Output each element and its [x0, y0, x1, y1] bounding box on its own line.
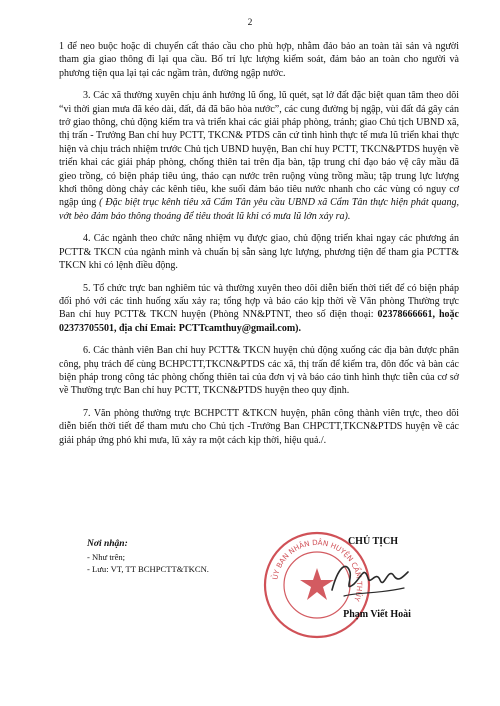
seal-text: ỦY BAN NHÂN DÂN HUYỆN CẨM THỦY	[270, 537, 365, 603]
paragraph-6: 6. Các thành viên Ban chỉ huy PCTT& TKCN huyện chủ động xuống các địa bàn được phân công, phụ trách để cùng BCHPCTT,TKCN&PTDS các xã, thị trấn để kiểm tra, đôn đốc và bàn các biện pháp trong công tác phòng chống thiên tai của đơn vị và báo cáo tình hình thực tiễn của cơ sở về Thường trực Ban chỉ huy PCTT, TKCN&PTDS huyện theo quy định.	[59, 345, 459, 397]
signer-title: CHỦ TỊCH	[347, 536, 399, 547]
paragraph-5-text: 5. Tổ chức trực ban nghiêm túc và thường xuyên theo dõi diễn biến thời tiết để có biện pháp đối phó với các tình huống xấu xảy ra; tổng hợp và báo cáo kịp thời về Văn phòng Thường trực Ban chỉ huy PCTT& TKCN huyện (Phòng NN&PTNT, theo số điện thoại:	[59, 282, 459, 321]
paragraph-3-italic-note: ( Đặc biệt trục kênh tiêu xã Cẩm Tân yêu cầu UBND xã Cẩm Tân thực hiện phát quang, vớt bèo đảm bảo thông thoáng để tiêu thoát lũ khi có mưa lũ lớn xảy ra).	[59, 197, 459, 222]
paragraph-5	[59, 282, 459, 336]
page-number: 2	[247, 18, 253, 28]
recipient-line: - Lưu: VT, TT BCHPCTT&TKCN.	[87, 564, 209, 574]
paragraph-continuation: 1 để neo buộc hoặc di chuyển cất tháo cầu cho phù hợp, nhằm đảo bảo an toàn tài sản và người tham gia giao thông đi lại qua cầu. Bố trí lực lượng kiểm soát, đảm bảo an toàn cho người và phương tiện qua lại tại các ngầm tràn, đường ngập nước.	[59, 41, 459, 79]
signer-name: Phạm Viết Hoài	[343, 609, 411, 620]
recipient-line: - Như trên;	[87, 552, 126, 562]
paragraph-3-text: 3. Các xã thường xuyên chịu ảnh hưởng lũ ống, lũ quét, sạt lở đất đặc biệt quan tâm theo dõi “vì thời gian mưa đã kéo dài, đất, đá đã bão hòa nước”, các cung đường bị ngập, vùi đất đá gây cản trở giao thông, chủ động kiểm tra và triển khai các giải pháp phòng, tránh; giao Chủ tịch UBND xã, thị trấn - Trưởng Ban chỉ huy PCTT, TKCN& PTDS căn cứ tình hình thực tế mưa lũ triển khai thực hiện và chịu trách nhiệm trước Chủ tịch UBND huyện, Ban chỉ huy PCTT, TKCN&PTDS huyện về triển khai các giải pháp phòng, chống thiên tai trên địa bàn, tập trung chỉ đạo bảo vệ cây mầu đã gieo trồng, có biện pháp tiêu úng, tháo cạn nước trên ruộng vùng trồng mầu; tập trung lực lượng khơi thông dòng chảy các kênh tiêu, khe suối đảm bảo tiêu nước nhanh cho các vùng có nguy cơ ngập úng	[59, 90, 459, 209]
paragraph-7: 7. Văn phòng thường trực BCHPCTT &TKCN huyện, phân công thành viên trực, theo dõi diễn biến thời tiết để tham mưu cho Chủ tịch -Trưởng Ban CHPCTT,TKCN&PTDS huyện về các giải pháp ứng phó khi mưa, lũ xảy ra một cách kịp thời, hiệu quả./.	[59, 407, 459, 446]
recipients-block	[87, 538, 257, 575]
recipients-title: Nơi nhận:	[87, 539, 128, 549]
signature-block	[262, 528, 462, 628]
document-body	[59, 40, 459, 456]
paragraph-3	[59, 89, 459, 223]
contact-info: 02378666661, hoặc 02373705501, địa chỉ Emai: PCTTcamthuy@gmail.com).	[59, 309, 459, 334]
paragraph-4: 4. Các ngành theo chức năng nhiệm vụ được giao, chủ động triển khai ngay các phương án PCTT& TKCN của ngành mình và chuẩn bị sẵn sàng lực lượng, phương tiện để tham gia PCTT& TKCN khi có lệnh điều động.	[59, 233, 459, 272]
handwritten-signature	[324, 550, 414, 606]
